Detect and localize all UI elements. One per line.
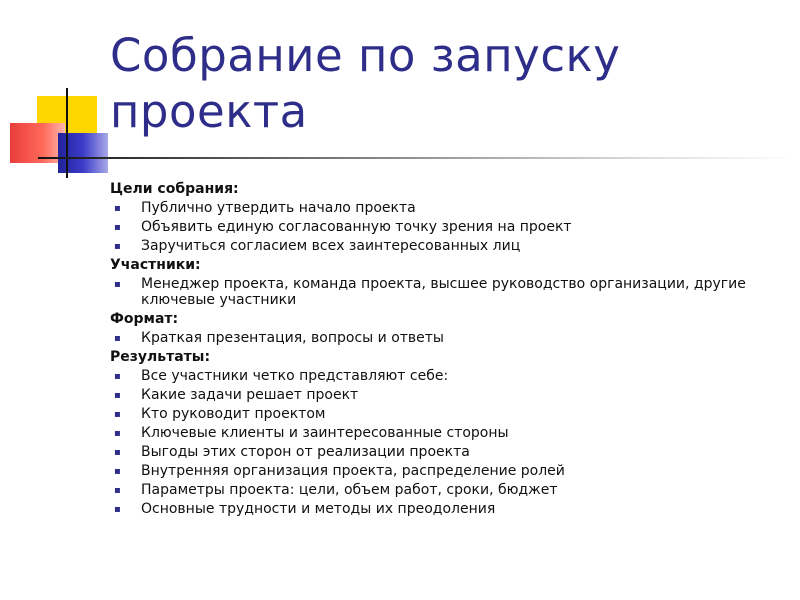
section-format — [110, 310, 770, 348]
list-item-text: Ключевые клиенты и заинтересованные стороны — [141, 425, 509, 441]
list-item — [110, 424, 770, 443]
list-item — [110, 218, 770, 237]
slide-title: Собрание по запуску проекта — [110, 29, 621, 138]
section-participants — [110, 256, 770, 310]
list-item — [110, 275, 770, 310]
bullet-icon: ▪ — [114, 203, 121, 214]
list-item-text: Какие задачи решает проект — [141, 387, 359, 403]
bullet-icon: ▪ — [114, 447, 121, 458]
list-item-text: Заручиться согласием всех заинтересованных лиц — [141, 238, 521, 254]
list-item — [110, 237, 770, 256]
bullet-icon: ▪ — [114, 371, 121, 382]
list-item — [110, 405, 770, 424]
list-item-text: Менеджер проекта, команда проекта, высшее руководство организации, другие ключевые участники — [141, 276, 746, 308]
bullet-icon: ▪ — [114, 504, 121, 515]
list-item — [110, 481, 770, 500]
bullet-icon: ▪ — [114, 485, 121, 496]
bullet-icon: ▪ — [114, 428, 121, 439]
bullet-icon: ▪ — [114, 222, 121, 233]
bullet-icon: ▪ — [114, 390, 121, 401]
list-item — [110, 443, 770, 462]
list-item — [110, 367, 770, 386]
bullet-icon: ▪ — [114, 466, 121, 477]
decor-horizontal-line — [38, 157, 798, 159]
list-item — [110, 500, 770, 519]
list-item-text: Внутренняя организация проекта, распределение ролей — [141, 463, 565, 479]
list-item-text: Выгоды этих сторон от реализации проекта — [141, 444, 470, 460]
list-item-text: Краткая презентация, вопросы и ответы — [141, 330, 444, 346]
bullet-icon: ▪ — [114, 409, 121, 420]
section-heading: Участники: — [110, 257, 201, 273]
list-item — [110, 386, 770, 405]
list-item-text: Параметры проекта: цели, объем работ, сроки, бюджет — [141, 482, 558, 498]
section-goals — [110, 180, 770, 256]
list-item-text: Публично утвердить начало проекта — [141, 200, 416, 216]
bullet-icon: ▪ — [114, 333, 121, 344]
bullet-list — [110, 367, 770, 519]
list-item-text: Основные трудности и методы их преодоления — [141, 501, 496, 517]
list-item — [110, 462, 770, 481]
section-results — [110, 348, 770, 519]
bullet-list — [110, 199, 770, 256]
list-item-text: Кто руководит проектом — [141, 406, 326, 422]
list-item-text: Объявить единую согласованную точку зрения на проект — [141, 219, 572, 235]
list-item — [110, 329, 770, 348]
section-heading: Результаты: — [110, 349, 211, 365]
section-heading: Формат: — [110, 311, 179, 327]
bullet-list — [110, 275, 770, 310]
list-item-text: Все участники четко представляют себе: — [141, 368, 449, 384]
bullet-icon: ▪ — [114, 279, 121, 290]
bullet-list — [110, 329, 770, 348]
bullet-icon: ▪ — [114, 241, 121, 252]
slide-content — [110, 180, 770, 519]
list-item — [110, 199, 770, 218]
decor-vertical-line — [66, 88, 68, 178]
section-heading: Цели собрания: — [110, 181, 239, 197]
